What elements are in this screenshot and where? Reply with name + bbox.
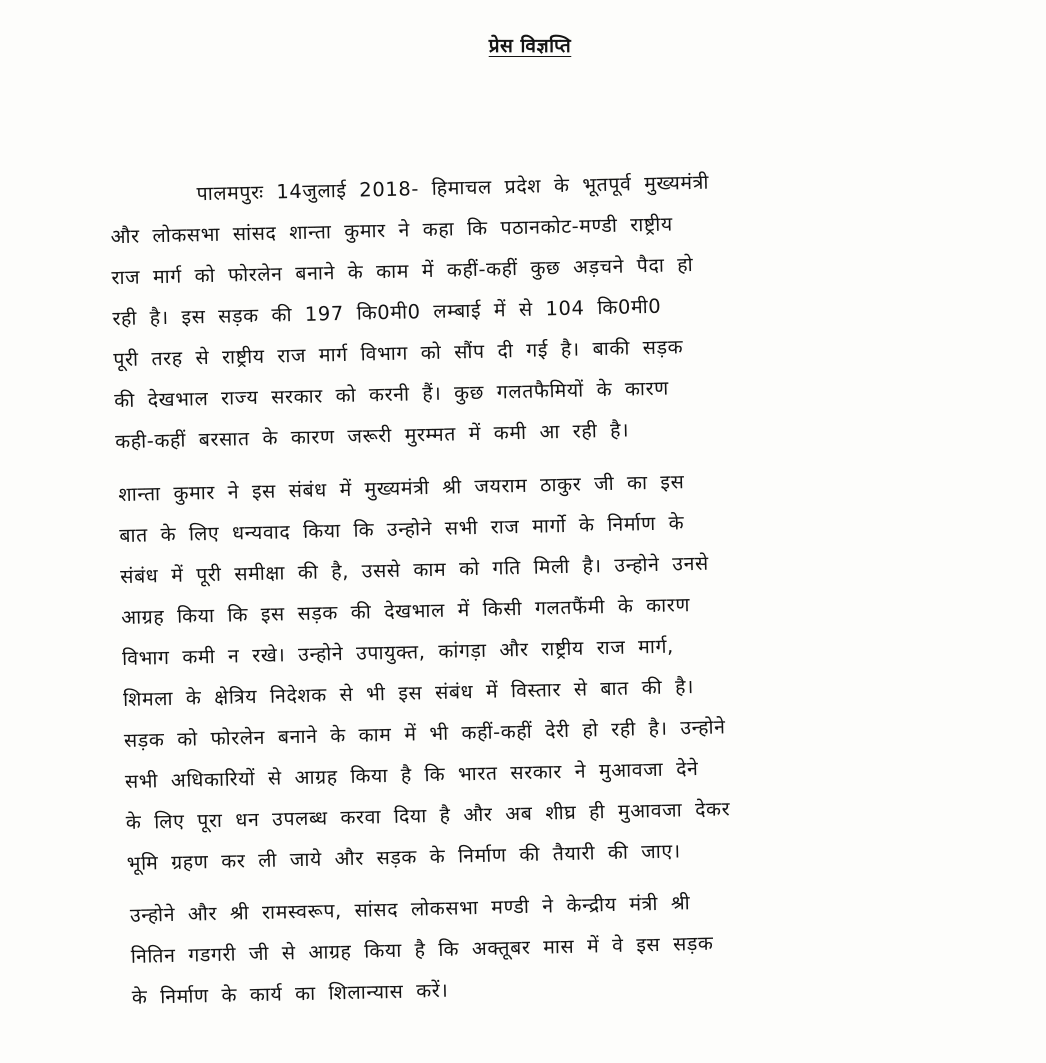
paragraph-1-line-4: रही है। इस सड़क की 197 कि0मी0 लम्बाई में से 104 कि0मी0 [112, 294, 662, 331]
paragraph-1-line-7: कही-कहीं बरसात के कारण जरूरी मुरम्मत में कमी आ रही है। [114, 418, 630, 454]
paragraph-2-line-6: शिमला के क्षेत्रिय निदेशक से भी इस संबंध में विस्तार से बात की है। [122, 675, 695, 712]
paragraph-2-line-2: बात के लिए धन्यवाद किया कि उन्होने सभी राज मार्गो के निर्माण के [119, 511, 685, 548]
paragraph-2-line-1: शान्ता कुमार ने इस संबंध में मुख्यमंत्री श्री जयराम ठाकुर जी का इस [118, 470, 685, 507]
paragraph-1-line-1: पालमपुरः 14जुलाई 2018- हिमाचल प्रदेश के भूतपूर्व मुख्यमंत्री [196, 170, 710, 206]
paragraph-1-line-6: की देखभाल राज्य सरकार को करनी हैं। कुछ गलतफैमियों के कारण [114, 376, 670, 413]
paragraph-1-line-2: और लोकसभा सांसद शान्ता कुमार ने कहा कि पठानकोट-मण्डी राष्ट्रीय [110, 212, 674, 249]
paragraph-3-line-1: उन्होने और श्री रामस्वरूप, सांसद लोकसभा मण्डी ने केन्द्रीय मंत्री श्री [129, 891, 691, 927]
paragraph-2-line-3: संबंध में पूरी समीक्षा की है, उससे काम को गति मिली है। उन्होने उनसे [120, 551, 710, 589]
paragraph-2-line-5: विभाग कमी न रखे। उन्होने उपायुक्त, कांगड़ा और राष्ट्रीय राज मार्ग, [121, 634, 675, 671]
paragraph-1-line-3: राज मार्ग को फोरलेन बनाने के काम में कहीं-कहीं कुछ अड़चने पैदा हो [111, 252, 694, 290]
paragraph-3-line-3: के निर्माण के कार्य का शिलान्यास करें। [131, 978, 449, 1009]
paragraph-2-line-4: आग्रह किया कि इस सड़क की देखभाल में किसी गलतफैंमी के कारण [120, 593, 691, 630]
document-title: प्रेस विज्ञप्ति [488, 35, 572, 57]
paragraph-3-line-2: नितिन गडगरी जी से आग्रह किया है कि अक्तूबर मास में वे इस सड़क [130, 931, 714, 968]
paragraph-2-line-7: सड़क को फोरलेन बनाने के काम में भी कहीं-कहीं देरी हो रही है। उन्होने [123, 715, 726, 753]
paragraph-2-line-10: भूमि ग्रहण कर ली जाये और सड़क के निर्माण की तैयारी की जाए। [126, 839, 682, 875]
paragraph-2-line-9: के लिए पूरा धन उपलब्ध करवा दिया है और अब शीघ्र ही मुआवजा देकर [125, 797, 731, 835]
paragraph-1-line-5: पूरी तरह से राष्ट्रीय राज मार्ग विभाग को सौंप दी गई है। बाकी सड़क [113, 335, 684, 372]
paragraph-2-line-8: सभी अधिकारियों से आग्रह किया है कि भारत सरकार ने मुआवजा देने [124, 757, 699, 794]
